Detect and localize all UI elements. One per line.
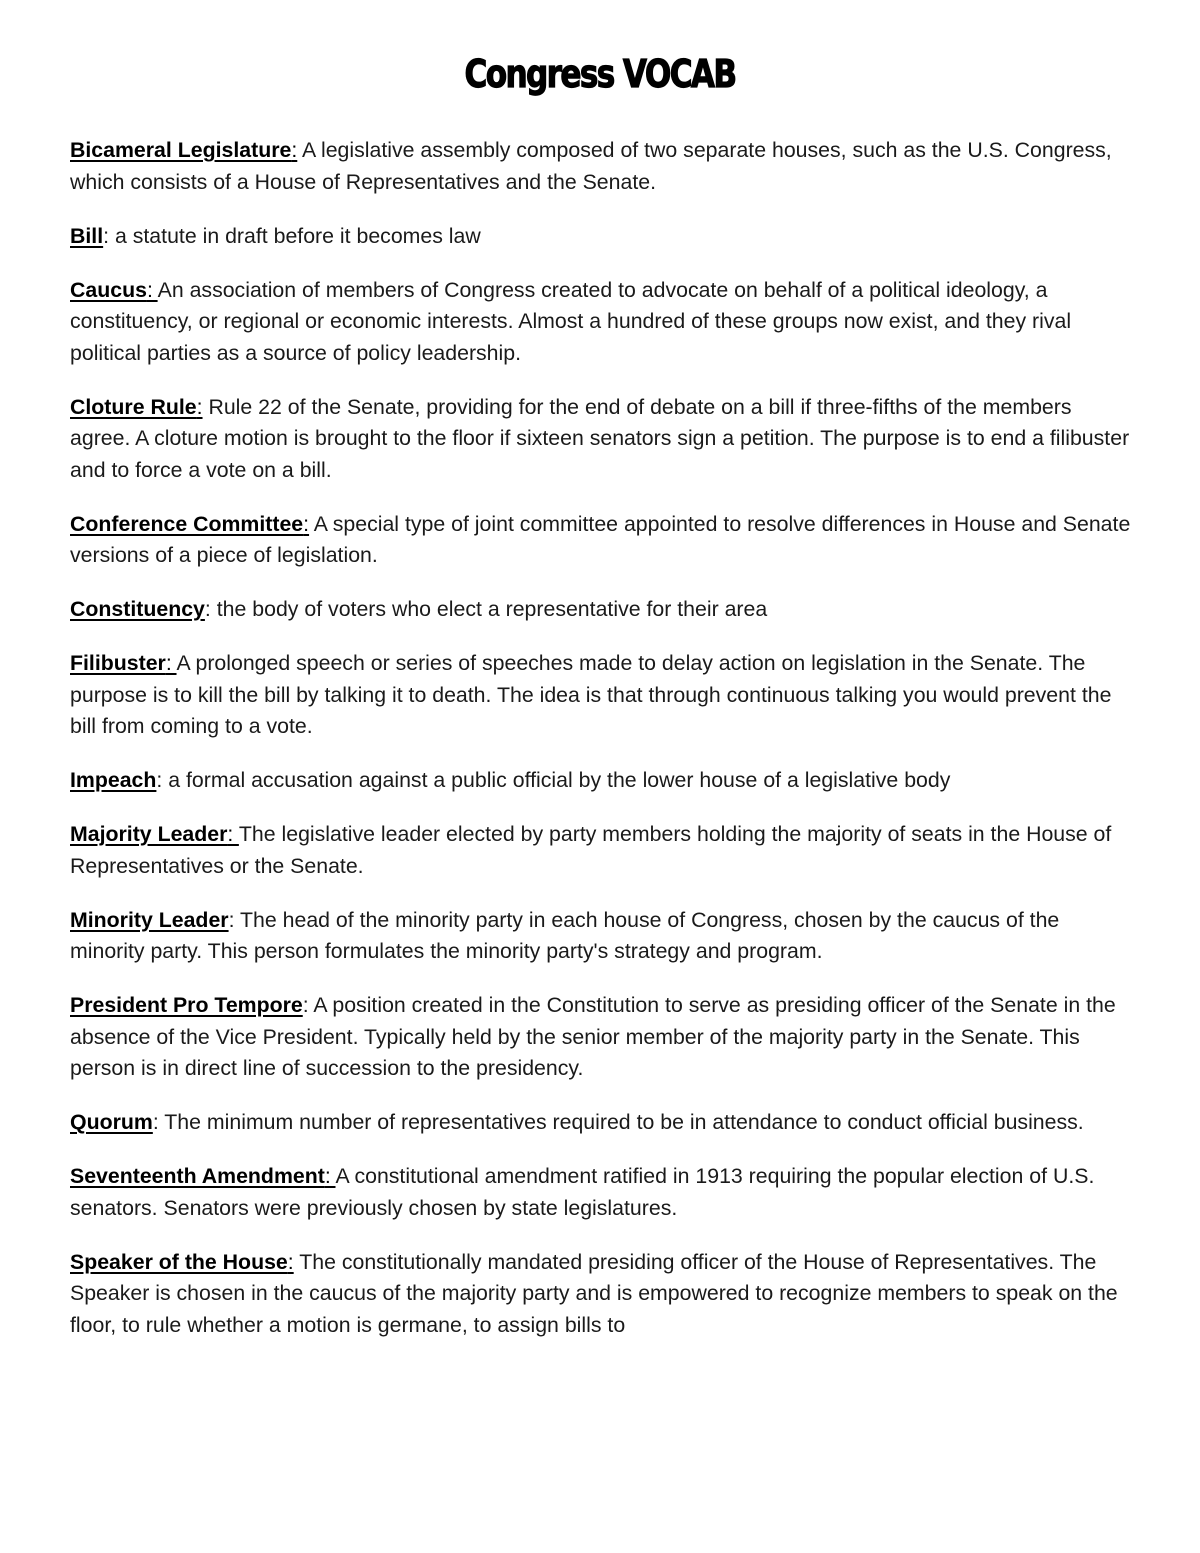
vocab-term: Quorum [70,1110,153,1134]
vocab-entry-conference-committee [70,509,1135,572]
vocab-entry-filibuster [70,648,1135,743]
vocab-term: Filibuster [70,651,166,675]
vocab-list [70,135,1135,1364]
vocab-term: Conference Committee [70,511,304,536]
vocab-definition: A prolonged speech or series of speeches made to delay action on legislation in the Senate. The purpose is to kill the bill by talking it to death. The idea is that through continuous talking you would prevent the bill from coming to a vote. [70,651,1112,738]
vocab-term: Majority Leader [70,822,228,846]
vocab-term: Speaker of the House [70,1249,288,1274]
vocab-entry-president-pro-tempore [70,990,1135,1085]
vocab-definition: A special type of joint committee appointed to resolve differences in House and Senate versions of a piece of legislation. [70,511,1131,567]
vocab-entry-cloture-rule [70,392,1135,487]
vocab-definition: : a formal accusation against a public official by the lower house of a legislative body [156,768,951,792]
vocab-term: Caucus [70,277,147,302]
vocab-definition: : A position created in the Constitution to serve as presiding officer of the Senate in the absence of the Vice President. Typically held by the senior member of the majority party in the Senate. This person is in direct line of succession to the presidency. [70,993,1116,1080]
term-separator: : [287,1249,294,1274]
vocab-definition: The legislative leader elected by party members holding the majority of seats in the House of Representatives or the Senate. [70,822,1112,878]
vocab-term: Bill [70,223,104,248]
vocab-entry-quorum [70,1107,1135,1139]
vocab-definition: : the body of voters who elect a representative for their area [204,597,768,621]
vocab-entry-seventeenth-amendment [70,1161,1135,1224]
vocab-entry-caucus [70,275,1135,370]
vocab-definition: Rule 22 of the Senate, providing for the end of debate on a bill if three-fifths of the members agree. A cloture motion is brought to the floor if sixteen senators sign a petition. The purpose is to end a filibuster and to force a vote on a bill. [70,394,1130,482]
vocab-definition: : The head of the minority party in each house of Congress, chosen by the caucus of the minority party. This person formulates the minority party's strategy and program. [70,907,1060,963]
term-separator: : [146,277,158,302]
vocab-definition: A constitutional amendment ratified in 1913 requiring the popular election of U.S. senators. Senators were previously chosen by state legislatures. [70,1164,1095,1220]
page-title: Congress VOCAB [464,52,736,96]
vocab-definition: : The minimum number of representatives required to be in attendance to conduct official business. [152,1110,1084,1134]
vocab-entry-impeach [70,765,1135,797]
vocab-term: Impeach [70,768,157,792]
vocab-definition: : a statute in draft before it becomes law [103,223,481,248]
vocab-term: Minority Leader [70,907,229,932]
term-separator: : [165,651,177,675]
vocab-term: Constituency [70,597,205,621]
vocab-entry-bicameral-legislature [70,135,1135,198]
vocab-term: Bicameral Legislature [70,138,292,162]
vocab-entry-minority-leader [70,905,1135,968]
term-separator: : [291,138,298,162]
vocab-definition: A legislative assembly composed of two separate houses, such as the U.S. Congress, which consists of a House of Representatives and the Senate. [70,138,1112,194]
vocab-entry-majority-leader [70,819,1135,882]
vocab-entry-constituency [70,594,1135,626]
vocab-entry-speaker-of-the-house [70,1247,1135,1342]
vocab-entry-bill [70,221,1135,253]
vocab-term: Seventeenth Amendment [70,1164,325,1188]
vocab-term: President Pro Tempore [70,993,303,1017]
term-separator: : [303,511,310,536]
vocab-definition: An association of members of Congress created to advocate on behalf of a political ideology, a constituency, or regional or economic interests. Almost a hundred of these groups now exist, and they rival political parties as a source of policy leadership. [70,277,1072,365]
vocab-term: Cloture Rule [70,394,197,419]
term-separator: : [227,822,239,846]
term-separator: : [196,394,203,419]
term-separator: : [324,1164,336,1188]
vocab-definition: The constitutionally mandated presiding officer of the House of Representatives. The Speaker is chosen in the caucus of the majority party and is empowered to recognize members to speak on the floor, to rule whether a motion is germane, to assign bills to [70,1249,1118,1337]
